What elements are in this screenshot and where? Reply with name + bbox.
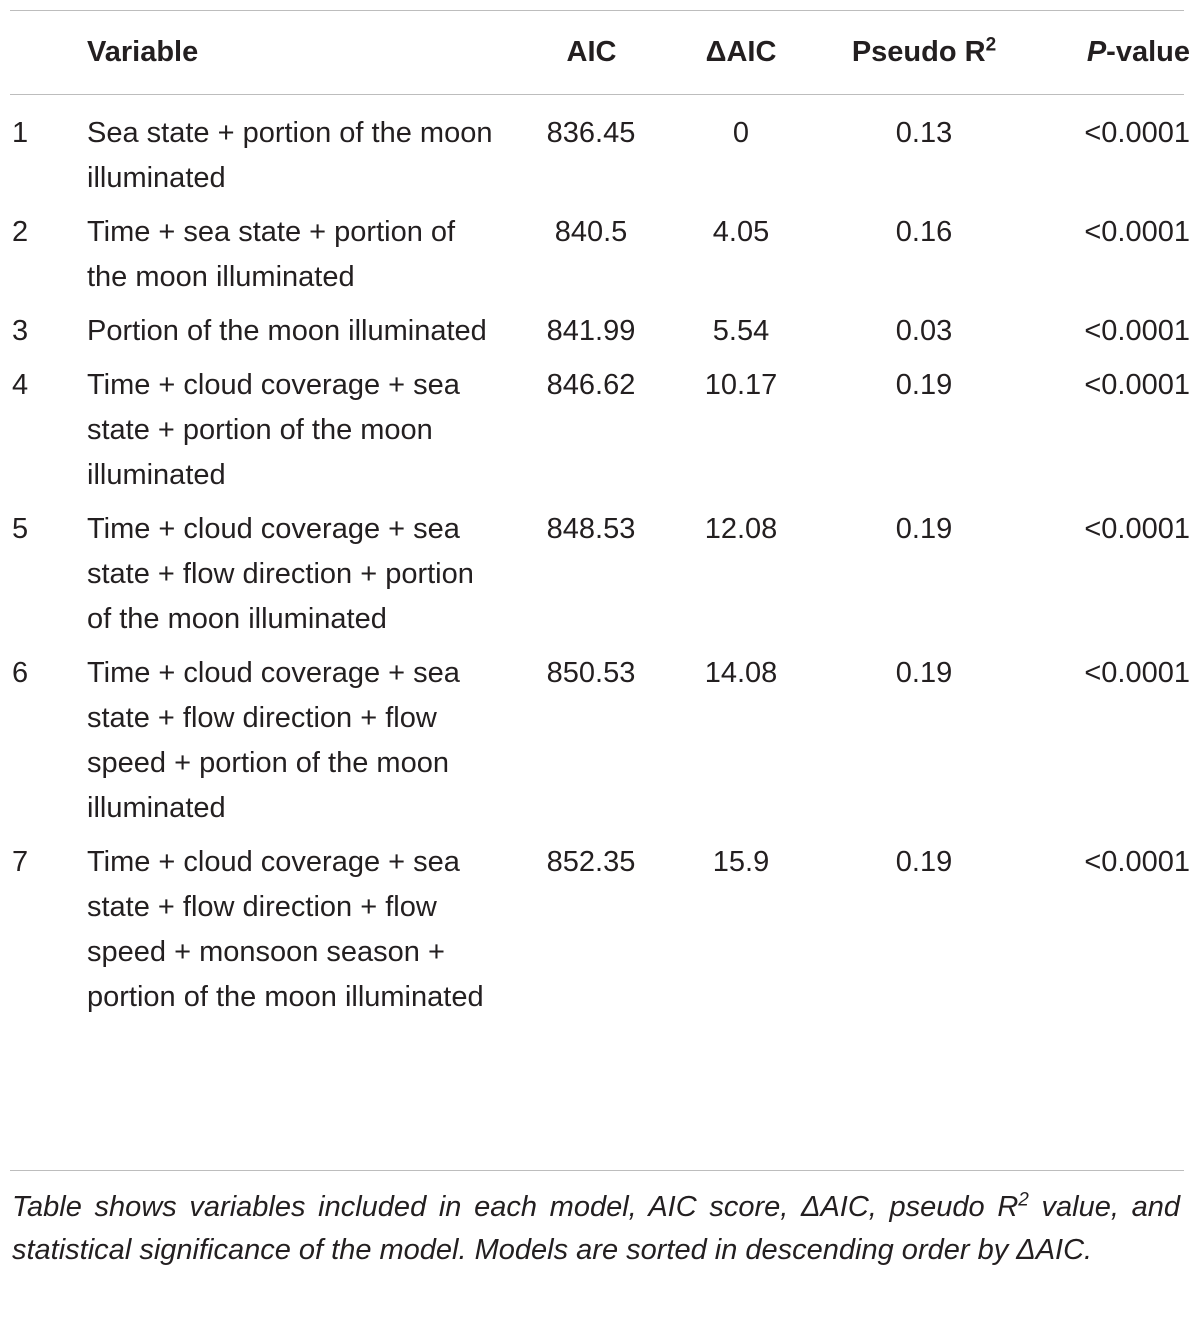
table-header-rule — [10, 94, 1184, 95]
row-number: 3 — [12, 315, 29, 347]
row-variable: Sea state + portion of the moon illuminated — [87, 117, 493, 194]
header-pvalue-italic: P — [1086, 36, 1107, 68]
row-variable: Time + cloud coverage + sea state + portion of the moon illuminated — [87, 369, 460, 491]
caption-part2: value, and statistical significance of the model. Models are sorted in descending order by ΔAIC. — [12, 1191, 1180, 1266]
table-body — [0, 111, 1200, 1029]
row-number: 7 — [12, 846, 29, 878]
row-pseudo-r2: 0.19 — [895, 657, 953, 689]
header-aic: AIC — [566, 36, 617, 68]
row-pseudo-r2: 0.19 — [895, 513, 953, 545]
row-variable: Time + sea state + portion of the moon illuminated — [87, 216, 456, 293]
row-delta-aic: 12.08 — [704, 513, 778, 545]
row-variable: Time + cloud coverage + sea state + flow direction + portion of the moon illuminated — [87, 513, 474, 635]
row-pseudo-r2: 0.03 — [895, 315, 953, 347]
row-aic: 850.53 — [546, 657, 636, 689]
row-pvalue: <0.0001 — [1084, 117, 1190, 149]
row-delta-aic: 14.08 — [704, 657, 778, 689]
header-pseudo-r2-base: Pseudo R — [851, 36, 986, 68]
caption-sup: 2 — [1018, 1189, 1029, 1211]
row-delta-aic: 4.05 — [712, 216, 770, 248]
table-row — [0, 309, 1200, 354]
table-row — [0, 840, 1200, 1020]
caption-part1: Table shows variables included in each model, AIC score, ΔAIC, pseudo R — [12, 1191, 1019, 1223]
row-aic: 846.62 — [546, 369, 636, 401]
row-pvalue: <0.0001 — [1084, 657, 1190, 689]
table-row — [0, 363, 1200, 498]
row-pseudo-r2: 0.16 — [895, 216, 953, 248]
row-delta-aic: 15.9 — [712, 846, 770, 878]
table-row — [0, 111, 1200, 201]
row-aic: 841.99 — [546, 315, 636, 347]
header-pseudo-r2-sup: 2 — [985, 34, 997, 56]
row-delta-aic: 10.17 — [704, 369, 778, 401]
header-pvalue-rest: -value — [1106, 36, 1190, 68]
table-bottom-rule — [10, 1170, 1184, 1171]
header-pvalue — [1040, 30, 1190, 74]
row-aic: 836.45 — [546, 117, 636, 149]
row-delta-aic: 0 — [732, 117, 750, 149]
row-pvalue: <0.0001 — [1084, 513, 1190, 545]
row-pvalue: <0.0001 — [1084, 315, 1190, 347]
row-variable: Time + cloud coverage + sea state + flow direction + flow speed + monsoon season + portion of the moon illuminated — [87, 846, 484, 1013]
row-pseudo-r2: 0.19 — [895, 369, 953, 401]
row-variable: Portion of the moon illuminated — [87, 315, 487, 347]
header-pseudo-r2 — [833, 30, 1015, 74]
row-aic: 852.35 — [546, 846, 636, 878]
row-aic: 840.5 — [554, 216, 628, 248]
header-variable: Variable — [87, 36, 199, 68]
table-row — [0, 507, 1200, 642]
row-number: 1 — [12, 117, 29, 149]
row-pseudo-r2: 0.13 — [895, 117, 953, 149]
row-pvalue: <0.0001 — [1084, 216, 1190, 248]
table-row — [0, 210, 1200, 300]
row-pseudo-r2: 0.19 — [895, 846, 953, 878]
table-caption — [12, 1186, 1180, 1272]
row-variable: Time + cloud coverage + sea state + flow direction + flow speed + portion of the moon illuminated — [87, 657, 460, 824]
row-number: 6 — [12, 657, 29, 689]
row-delta-aic: 5.54 — [712, 315, 770, 347]
table-top-rule — [10, 10, 1184, 11]
header-delta-aic: ΔAIC — [705, 36, 777, 68]
row-number: 4 — [12, 369, 29, 401]
row-aic: 848.53 — [546, 513, 636, 545]
row-pvalue: <0.0001 — [1084, 846, 1190, 878]
row-pvalue: <0.0001 — [1084, 369, 1190, 401]
row-number: 5 — [12, 513, 29, 545]
table-row — [0, 651, 1200, 831]
row-number: 2 — [12, 216, 29, 248]
